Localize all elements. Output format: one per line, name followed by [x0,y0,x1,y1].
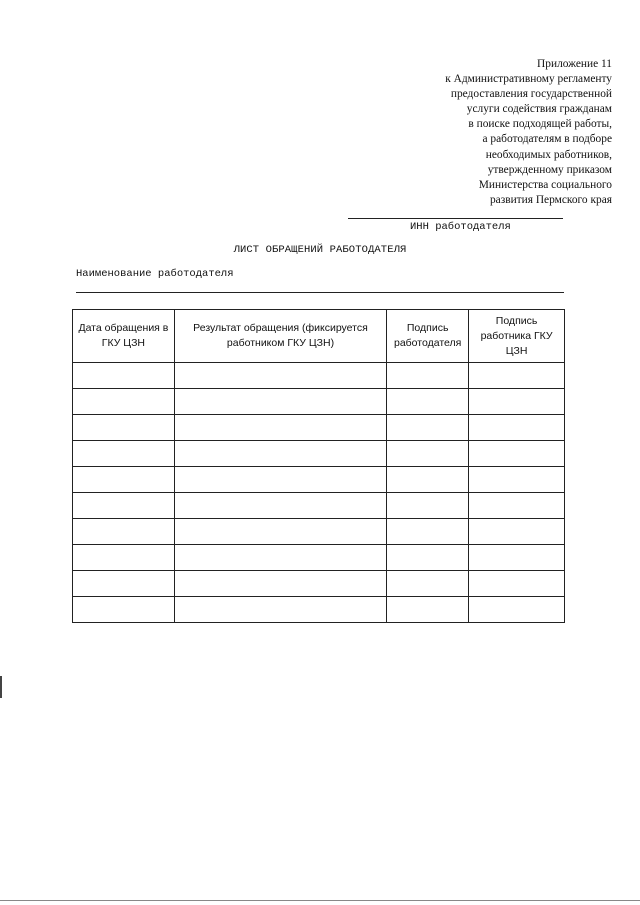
table-row [73,571,565,597]
inn-label: ИНН работодателя [410,221,511,233]
table-cell [174,389,386,415]
appendix-line: к Административному регламенту [445,73,612,86]
table-cell [387,493,469,519]
table-cell [174,545,386,571]
column-header-staff-signature: Подпись работника ГКУ ЦЗН [469,310,565,363]
table-cell [387,597,469,623]
appeals-table [72,309,565,623]
table-cell [73,493,175,519]
table-cell [469,363,565,389]
employer-name-line [76,292,564,293]
appendix-line: утвержденному приказом [487,163,612,176]
table-cell [387,415,469,441]
appendix-line: необходимых работников, [485,148,612,161]
appendix-line: в поиске подходящей работы, [468,118,612,131]
table-cell [387,441,469,467]
table-cell [469,389,565,415]
table-cell [469,545,565,571]
table-cell [174,467,386,493]
table-cell [73,519,175,545]
table-cell [174,571,386,597]
appendix-line: Приложение 11 [537,58,612,70]
table-cell [387,389,469,415]
scan-bottom-edge [0,900,640,901]
table-cell [387,571,469,597]
table-cell [469,571,565,597]
table-cell [387,467,469,493]
table-cell [174,597,386,623]
table-row [73,415,565,441]
table-row [73,467,565,493]
column-header-date: Дата обращения в ГКУ ЦЗН [73,310,175,363]
appendix-header [282,57,612,208]
table-cell [469,519,565,545]
table-cell [469,415,565,441]
column-header-result: Результат обращения (фиксируется работником ГКУ ЦЗН) [174,310,386,363]
table-row [73,597,565,623]
table-row [73,545,565,571]
table-cell [174,493,386,519]
table-cell [469,493,565,519]
table-cell [469,441,565,467]
table-row [73,363,565,389]
table-cell [387,363,469,389]
table-cell [73,441,175,467]
table-cell [387,545,469,571]
table-cell [469,597,565,623]
employer-name-label: Наименование работодателя [76,268,234,280]
table-cell [174,519,386,545]
table-cell [387,519,469,545]
table-cell [73,467,175,493]
table-row [73,493,565,519]
table-cell [73,597,175,623]
appendix-line: Министерства социального [478,178,612,191]
table-cell [73,545,175,571]
table-row [73,441,565,467]
column-header-employer-signature: Подпись работодателя [387,310,469,363]
table-row [73,519,565,545]
table-cell [73,389,175,415]
table-cell [174,441,386,467]
table-cell [469,467,565,493]
appendix-line: а работодателям в подборе [482,133,612,146]
table-cell [73,571,175,597]
table-cell [174,363,386,389]
sheet-title: ЛИСТ ОБРАЩЕНИЙ РАБОТОДАТЕЛЯ [233,244,407,256]
table-header-row [73,310,565,363]
table-cell [174,415,386,441]
appendix-line: развития Пермского края [489,193,612,206]
appendix-line: услуги содействия гражданам [466,103,612,116]
table-cell [73,363,175,389]
table-row [73,389,565,415]
table-cell [73,415,175,441]
inn-field-line [348,218,563,219]
scan-margin-mark [0,676,2,698]
appendix-line: предоставления государственной [450,88,612,101]
